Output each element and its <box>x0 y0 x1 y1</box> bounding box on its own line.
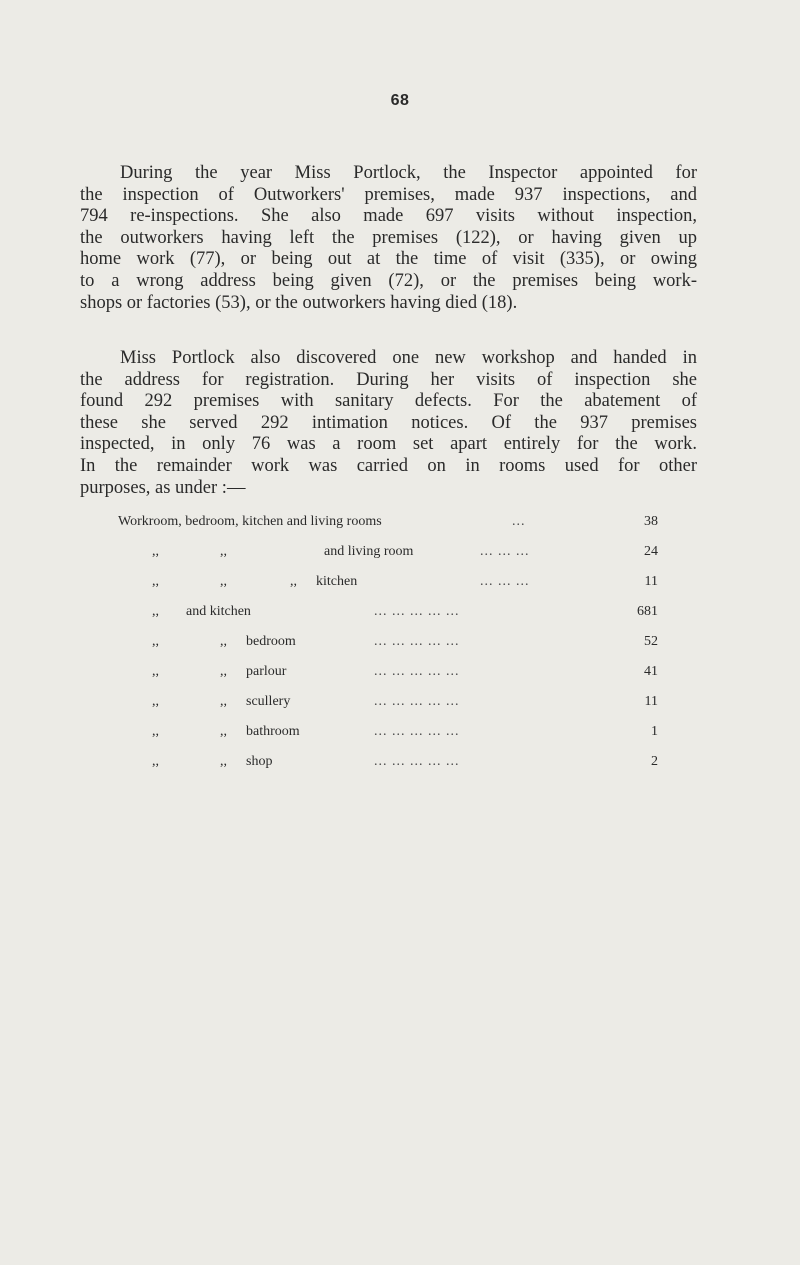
row-label: scullery <box>246 694 291 709</box>
ditto-mark: ,, <box>220 544 227 559</box>
table-row <box>118 542 658 572</box>
row-value: 24 <box>644 544 658 559</box>
leader-dots: ... ... ... ... ... <box>374 664 460 679</box>
leader-dots: ... ... ... <box>480 544 530 559</box>
ditto-mark: ,, <box>220 634 227 649</box>
leader-dots: ... ... ... ... ... <box>374 754 460 769</box>
paragraph-registration <box>80 348 697 499</box>
ditto-mark: ,, <box>220 694 227 709</box>
table-row <box>118 572 658 602</box>
paragraph-line: found 292 premises with sanitary defects. For the abatement of <box>80 391 697 412</box>
paragraph-line: During the year Miss Portlock, the Inspector appointed for <box>120 163 697 183</box>
paragraph-line: the inspection of Outworkers' premises, made 937 inspections, and <box>80 184 697 205</box>
paragraph-line: the address for registration. During her visits of inspection she <box>80 369 697 390</box>
row-value: 11 <box>644 574 658 589</box>
row-value: 11 <box>644 694 658 709</box>
ditto-mark: ,, <box>220 724 227 739</box>
ditto-mark: ,, <box>152 574 159 589</box>
table-row <box>118 602 658 632</box>
paragraph-line: purposes, as under :— <box>80 477 246 498</box>
row-value: 52 <box>644 634 658 649</box>
row-label: and living room <box>324 544 414 559</box>
paragraph-line: these she served 292 intimation notices. Of the 937 premises <box>80 412 697 433</box>
table-row <box>118 722 658 752</box>
table-row <box>118 662 658 692</box>
paragraph-line: the outworkers having left the premises (122), or having given up <box>80 227 697 248</box>
ditto-mark: ,, <box>220 754 227 769</box>
paragraph-inspections <box>80 163 697 314</box>
table-row <box>118 692 658 722</box>
paragraph-line: 794 re-inspections. She also made 697 visits without inspection, <box>80 206 697 227</box>
ditto-mark: ,, <box>290 574 297 589</box>
row-label: kitchen <box>316 574 358 589</box>
row-label: and kitchen <box>186 604 251 619</box>
ditto-mark: ,, <box>152 544 159 559</box>
row-label: bathroom <box>246 724 300 739</box>
ditto-mark: ,, <box>152 634 159 649</box>
ditto-mark: ,, <box>220 574 227 589</box>
row-value: 41 <box>644 664 658 679</box>
row-value: 2 <box>651 754 658 769</box>
rooms-table <box>118 512 658 782</box>
ditto-mark: ,, <box>152 664 159 679</box>
row-label: bedroom <box>246 634 296 649</box>
ditto-mark: ,, <box>152 724 159 739</box>
ditto-mark: ,, <box>152 604 159 619</box>
table-row <box>118 632 658 662</box>
row-value: 38 <box>644 514 658 529</box>
paragraph-line: In the remainder work was carried on in rooms used for other <box>80 455 697 476</box>
paragraph-line: home work (77), or being out at the time of visit (335), or owing <box>80 249 697 270</box>
row-label: parlour <box>246 664 287 679</box>
row-value: 681 <box>637 604 658 619</box>
paragraph-line: to a wrong address being given (72), or the premises being work- <box>80 270 697 291</box>
ditto-mark: ,, <box>220 664 227 679</box>
table-row <box>118 752 658 782</box>
paragraph-line: shops or factories (53), or the outworkers having died (18). <box>80 292 518 313</box>
table-row <box>118 512 658 542</box>
leader-dots: ... ... ... <box>480 574 530 589</box>
leader-dots: ... <box>512 514 526 529</box>
paragraph-line: inspected, in only 76 was a room set apart entirely for the work. <box>80 434 697 455</box>
ditto-mark: ,, <box>152 754 159 769</box>
paragraph-line: Miss Portlock also discovered one new workshop and handed in <box>120 348 697 368</box>
ditto-mark: ,, <box>152 694 159 709</box>
leader-dots: ... ... ... ... ... <box>374 724 460 739</box>
row-label: shop <box>246 754 273 769</box>
leader-dots: ... ... ... ... ... <box>374 634 460 649</box>
row-value: 1 <box>651 724 658 739</box>
page-number: 68 <box>390 92 410 109</box>
leader-dots: ... ... ... ... ... <box>374 604 460 619</box>
leader-dots: ... ... ... ... ... <box>374 694 460 709</box>
row-label: Workroom, bedroom, kitchen and living rooms <box>118 514 382 529</box>
